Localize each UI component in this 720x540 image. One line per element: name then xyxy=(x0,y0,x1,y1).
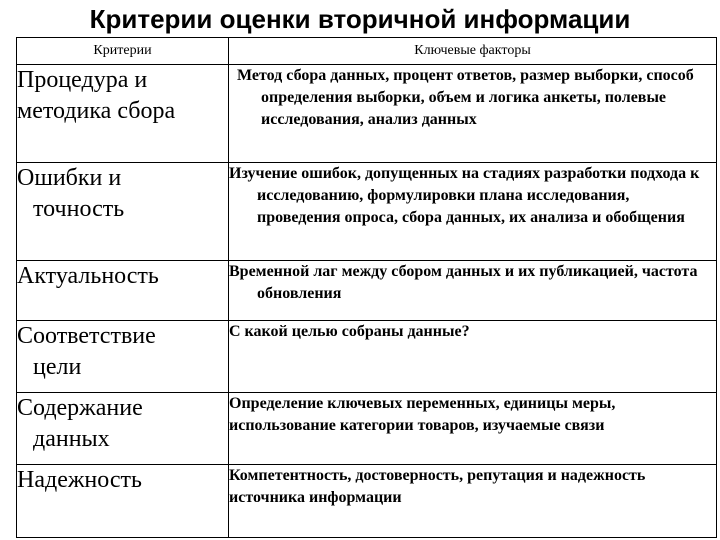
factors-cell xyxy=(229,393,717,465)
criterion-label-line: Ошибки и xyxy=(17,165,122,191)
factors-cell xyxy=(229,163,717,261)
factors-cell xyxy=(229,321,717,393)
factors-text: Определение ключевых переменных, единицы меры, использование категории товаров, изучаемые связи xyxy=(229,395,616,434)
criteria-table xyxy=(16,37,717,538)
table-row xyxy=(17,261,717,321)
criterion-label-line: методика сбора xyxy=(17,98,176,124)
factors-text: С какой целью собраны данные? xyxy=(229,323,470,340)
table-row xyxy=(17,393,717,465)
column-header-criteria: Критерии xyxy=(17,38,229,65)
table-row xyxy=(17,65,717,163)
page-title: Критерии оценки вторичной информации xyxy=(89,4,631,34)
column-header-key-factors: Ключевые факторы xyxy=(229,38,717,65)
factors-text: Компетентность, достоверность, репутация и надежность источника информации xyxy=(229,467,646,506)
factors-text: Временной лаг между сбором данных и их публикацией, частота обновления xyxy=(229,263,698,302)
criterion-label-line: данных xyxy=(33,426,110,452)
factors-text: Изучение ошибок, допущенных на стадиях разработки подхода к исследованию, формулировки плана исследования, проведения опроса, сбора данных, их анализа и обобщения xyxy=(229,165,700,226)
criterion-cell xyxy=(17,65,229,163)
criterion-cell xyxy=(17,465,229,538)
criterion-cell xyxy=(17,163,229,261)
factors-text: Метод сбора данных, процент ответов, размер выборки, способ определения выборки, объем и логика анкеты, полевые исследования, анализ данных xyxy=(237,67,694,128)
table-header-row xyxy=(17,38,717,65)
criterion-label-line: Процедура и xyxy=(17,67,148,93)
criterion-label-line: Актуальность xyxy=(17,263,159,289)
criterion-cell xyxy=(17,393,229,465)
table-row xyxy=(17,163,717,261)
table-row xyxy=(17,465,717,538)
table-row xyxy=(17,321,717,393)
criterion-label-line: точность xyxy=(33,196,125,222)
criterion-label-line: Соответствие xyxy=(17,323,156,349)
criterion-label-line: Содержание xyxy=(17,395,143,421)
criterion-cell xyxy=(17,261,229,321)
factors-cell xyxy=(229,65,717,163)
factors-cell xyxy=(229,261,717,321)
criterion-label-line: цели xyxy=(33,354,82,380)
criterion-label-line: Надежность xyxy=(17,467,142,493)
criterion-cell xyxy=(17,321,229,393)
factors-cell xyxy=(229,465,717,538)
